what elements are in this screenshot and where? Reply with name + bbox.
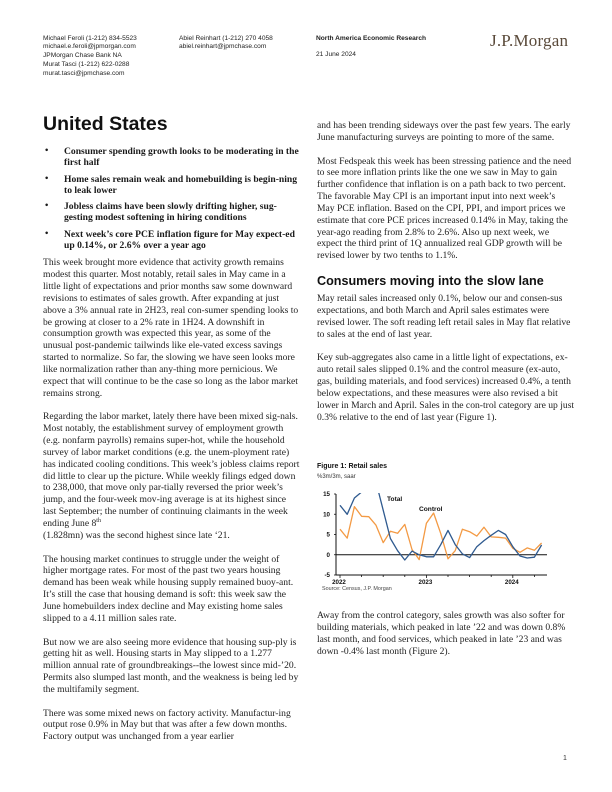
author-reinhart-email[interactable]: abiel.reinhart@jpmchase.com [179,43,267,51]
section-heading: Consumers moving into the slow lane [317,274,544,289]
figure-source: Source: Census, J.P. Morgan [322,586,392,592]
figure-title: Figure 1: Retail sales [317,463,388,470]
labor-market-tail: (1.828mn) was the second highest since late ‘21. [43,529,230,541]
x-tick-label: 2023 [418,579,433,586]
y-tick-label: 10 [323,511,330,519]
paragraph-consumer-spending: This week brought more evidence that activity growth remains modest this quarter. Most notably, retail sales in May came in a little light of expectations and prior months saw some downward revisions to estimates of sales growth. After expanding at just above a 3% annual rate in 2H23, real con-sumer spending looks to be growing at closer to a 2% rate in 1H24. A downshift in consumption growth was expected this year, as some of the unusual post-pandemic tailwinds like ele-vated excess savings started to normalize. So far, the slowing we have seen looks more like normalization rather than any-thing more pernicious. We expect that will continue to be the case so long as the labor market remains strong. [43,257,299,399]
author-tasci-email[interactable]: murat.tasci@jpmchase.com [43,69,125,77]
figure-subtitle: %3m/3m, saar [317,474,356,480]
x-tick-label: 2024 [504,579,519,586]
y-tick-label: -5 [324,572,330,580]
left-column [43,146,300,755]
author-block-left [43,35,137,78]
x-tick-label: 2022 [332,579,346,586]
paragraph-other-categories: Away from the control category, sales growth was also softer for building materials, which peaked in late ’22 and was down 0.8% last month, and food services, which peaked in late ’23 and was down -0.4% last month (Figure 2). [317,610,566,657]
page-number: 1 [563,755,567,762]
author-reinhart-contact: Abiel Reinhart (1-212) 270 4058 [179,35,273,42]
right-column [317,120,575,435]
paragraph-manufacturing-cont: and has been trending sideways over the past few years. The early June manufacturing surveys are pointing to more of the same. [317,120,571,143]
author-feroli-email[interactable]: michael.e.feroli@jpmorgan.com [43,43,136,51]
y-tick-label: 15 [323,491,330,499]
paragraph-retail-sales: May retail sales increased only 0.1%, below our and consen-sus expectations, and both March and April sales estimates were revised lower. The soft reading left retail sales in May flat relative to sales at the end of last year. [317,293,571,340]
y-tick-label: 0 [326,551,330,559]
labor-market-text: Regarding the labor market, lately there have been mixed sig-nals. Most notably, the establishment survey of employment growth (e.g. nonfarm payrolls) remains super-hot, while the household survey of labor market conditions (e.g. the unem-ployment rate) has indicated cooling conditions. This week’s jobless claims report did little to clear up the picture. While weekly filings edged down to 238,000, that move only par-tially reversed the prior week’s jump, and the four-week mov-ing average is at its highest since last September; the number of continuing claimants in the week ending June 8 [43,411,300,529]
ordinal-suffix: th [96,517,101,524]
key-point: • Home sales remain weak and homebuilding is begin-ning to leak lower [43,174,300,197]
paragraph-housing-demand: The housing market continues to struggle under the weight of higher mortgage rates. For most of the past two years housing demand has been weak while housing supply remained buoy-ant. It’s still the case that housing demand is soft: this week saw the June homebuilders index decline and May existing home sales slipped to a 4.11 million sales rate. [43,553,294,624]
key-point: • Next week’s core PCE inflation figure for May expect-ed up 0.14%, or 2.6% over a year ago [43,229,300,252]
control-series-label: Control [419,506,443,513]
control-series-line [340,507,542,560]
department-label: North America Economic Research [316,35,427,42]
paragraph-factory-activity: There was some mixed news on factory activity. Manufactur-ing output rose 0.9% in May but that was after a few down months. Factory output was unchanged from a year earlier [43,707,291,743]
paragraph-labor-market [43,411,300,541]
retail-sales-chart [317,463,557,588]
author-tasci-contact: Murat Tasci (1-212) 622-0288 [43,61,130,69]
figure-retail-sales [317,463,557,593]
paragraph-housing-supply: But now we are also seeing more evidence that housing sup-ply is getting hit as well. Housing starts in May slipped to a 1.277 million annual rate of groundbreakings--the lowest since mid-’20. Permits also slumped last month, and the weakness is being led by the multifamily segment. [43,636,299,695]
report-date: 21 June 2024 [316,51,356,59]
report-meta [316,35,426,60]
author-feroli-contact: Michael Feroli (1-212) 834-5523 [43,35,137,42]
jpmorgan-logo: J.P.Morgan [490,31,569,50]
author-feroli-org: JPMorgan Chase Bank NA [43,51,122,59]
key-point: • Jobless claims have been slowly drifting higher, sug-gesting modest softening in hiring conditions [43,201,300,224]
key-points-list [43,146,300,251]
paragraph-fedspeak: Most Fedspeak this week has been stressing patience and the need to see more inflation prints like the one we saw in May to gain further confidence that inflation is on a path back to two percent. The favorable May CPI is an important input into next week’s May PCE inflation. Based on the CPI, PPI, and import prices we estimate that core PCE prices increased 0.14% in May, taking the year-ago reading from 2.8% to 2.6%. Also up next week, we expect the third print of 1Q annualized real GDP growth will be revised lower by two tenths to 1.1%. [317,155,572,262]
total-series-label: Total [387,496,403,503]
key-point: • Consumer spending growth looks to be moderating in the first half [43,146,300,169]
paragraph-sub-aggregates: Key sub-aggregates also came in a little light of expectations, ex-auto retail sales slipped 0.1% and the control measure (ex-auto, gas, building materials, and food services) increased 0.4%, a tenth below expectations, and these measures were also revised a bit lower in March and April. Sales in the con-trol category are up just 0.3% relative to the end of last year (Figure 1). [317,352,575,423]
page-title: United States [43,113,168,135]
author-block-middle [179,35,273,52]
y-tick-label: 5 [326,531,330,539]
